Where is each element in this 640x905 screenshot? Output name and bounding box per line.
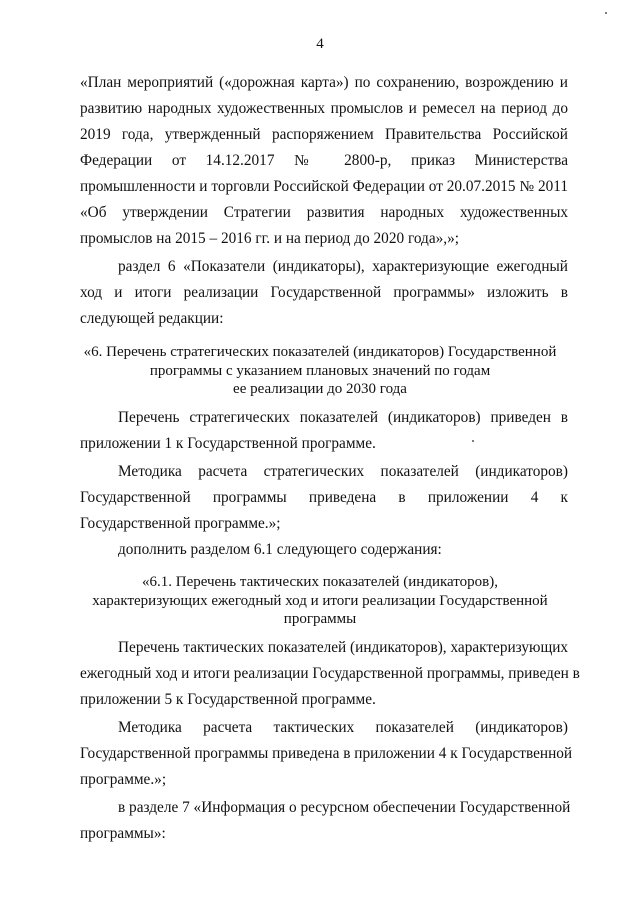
paragraph-line: Государственной программе.»; (80, 515, 281, 532)
section-heading: программы (283, 611, 357, 627)
section-heading: «6. Перечень стратегических показателей (индикаторов) Государственной (83, 344, 557, 360)
paragraph-line: приложении 5 к Государственной программе. (80, 691, 376, 708)
paragraph-line: промышленности и торговли Российской Федерации от 20.07.2015 № 2011 (80, 178, 568, 195)
section-heading: ее реализации до 2030 года (233, 381, 407, 397)
paragraph-line: 2019 года, утвержденный распоряжением Правительства Российской (80, 126, 568, 143)
paragraph-line: развитию народных художественных промыслов и ремесел на период до (80, 100, 568, 117)
paragraph-line: «Об утверждении Стратегии развития народных художественных (80, 204, 568, 221)
paragraph-line: Государственной программы приведена в приложении 4 к (80, 489, 568, 506)
paragraph-line: ход и итоги реализации Государственной программы» изложить в (80, 284, 568, 301)
paragraph-line: «План мероприятий («дорожная карта») по сохранению, возрождению и (80, 74, 568, 91)
paragraph-line: Методика расчета тактических показателей (индикаторов) (118, 719, 568, 736)
paragraph-line: Перечень тактических показателей (индикаторов), характеризующих (118, 639, 569, 656)
section-heading: характеризующих ежегодный ход и итоги реализации Государственной (92, 593, 548, 609)
paragraph-line: программе.»; (80, 771, 167, 788)
paragraph-line: в разделе 7 «Информация о ресурсном обеспечении Государственной (118, 799, 571, 816)
section-heading: «6.1. Перечень тактических показателей (индикаторов), (141, 574, 498, 590)
paragraph-line: Перечень стратегических показателей (индикаторов) приведен в (118, 409, 568, 426)
paragraph-line: ежегодный ход и итоги реализации Государственной программы, приведен в (80, 665, 580, 682)
paragraph-line: Государственной программы приведена в приложении 4 к Государственной (80, 745, 573, 762)
paragraph-line: следующей редакции: (80, 310, 224, 327)
paragraph-line: раздел 6 «Показатели (индикаторы), характеризующие ежегодный (118, 258, 568, 275)
paragraph-line: приложении 1 к Государственной программе. (80, 435, 376, 452)
paragraph-line: программы»: (80, 825, 166, 842)
paragraph-line: Методика расчета стратегических показателей (индикаторов) (118, 463, 568, 480)
page-number: 4 (316, 36, 324, 52)
paragraph-line: промыслов на 2015 – 2016 гг. и на период до 2020 года»,»; (80, 230, 460, 247)
paragraph-line: Федерации от 14.12.2017 № 2800-р, приказ Министерства (80, 152, 568, 169)
scan-speck (605, 12, 607, 14)
paragraph-line: дополнить разделом 6.1 следующего содержания: (118, 541, 442, 558)
section-heading: программы с указанием плановых значений по годам (149, 363, 491, 379)
